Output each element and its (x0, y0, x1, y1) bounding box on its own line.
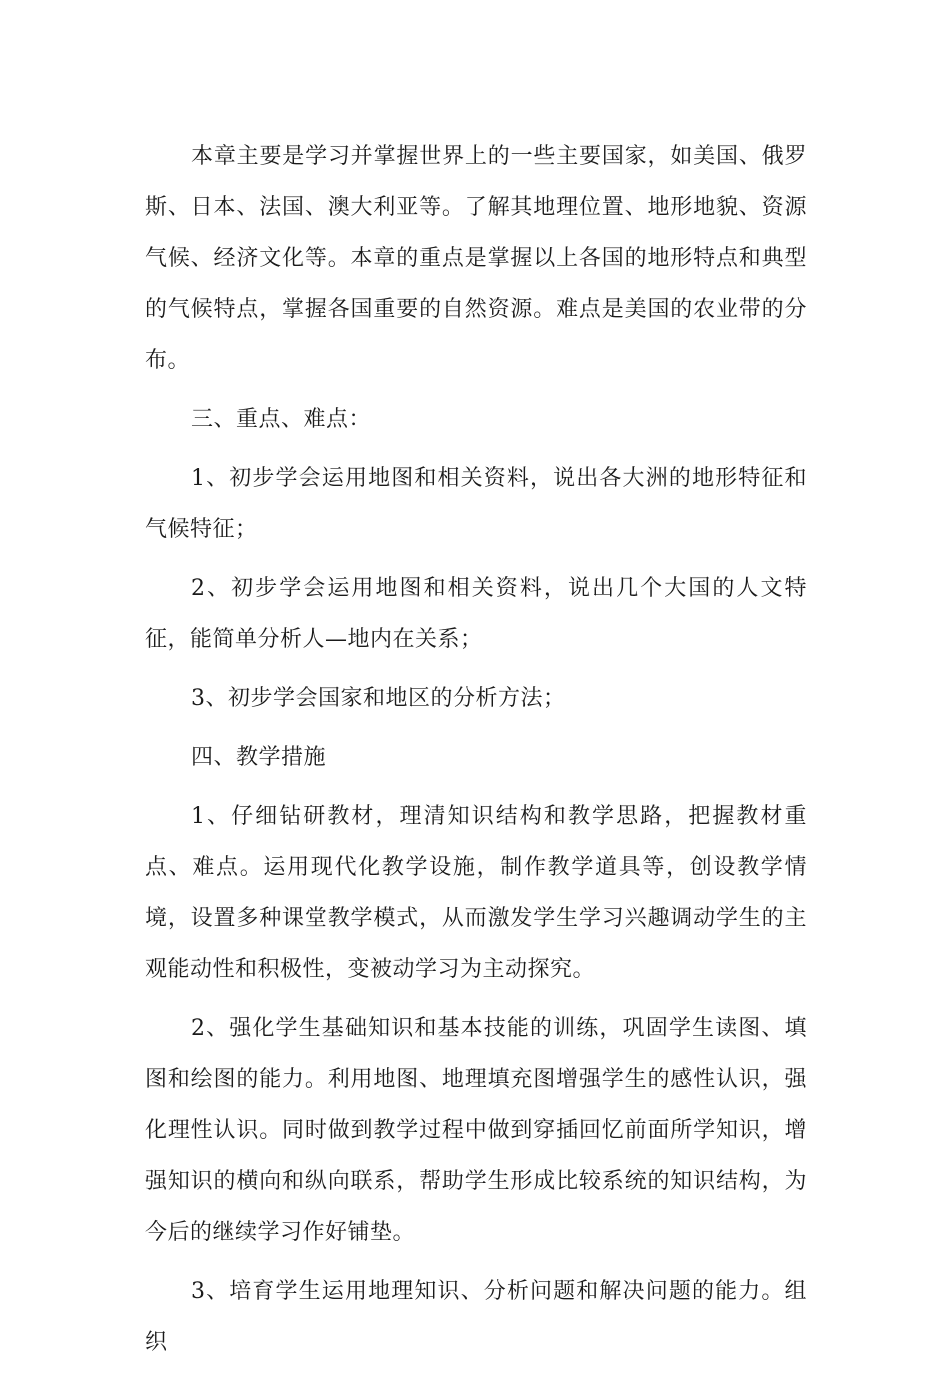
document-body (145, 131, 807, 1376)
paragraph-measure-3: 3、培育学生运用地理知识、分析问题和解决问题的能力。组织 (145, 1279, 807, 1355)
heading-key-points: 三、重点、难点： (191, 407, 372, 432)
paragraph-point-3: 3、初步学会国家和地区的分析方法； (191, 686, 566, 711)
paragraph-measure-2: 2、强化学生基础知识和基本技能的训练，巩固学生读图、填图和绘图的能力。利用地图、地理填充图增强学生的感性认识，强化理性认识。同时做到教学过程中做到穿插回忆前面所学知识，增强知识的横向和纵向联系，帮助学生形成比较系统的知识结构，为今后的继续学习作好铺垫。 (145, 1016, 807, 1245)
paragraph-point-2: 2、初步学会运用地图和相关资料，说出几个大国的人文特征，能简单分析人—地内在关系； (145, 576, 807, 652)
paragraph-chapter-overview: 本章主要是学习并掌握世界上的一些主要国家，如美国、俄罗斯、日本、法国、澳大利亚等。了解其地理位置、地形地貌、资源气候、经济文化等。本章的重点是掌握以上各国的地形特点和典型的气候特点，掌握各国重要的自然资源。难点是美国的农业带的分布。 (145, 144, 807, 373)
paragraph-measure-1: 1、仔细钻研教材，理清知识结构和教学思路，把握教材重点、难点。运用现代化教学设施，制作教学道具等，创设教学情境，设置多种课堂教学模式，从而激发学生学习兴趣调动学生的主观能动性和积极性，变被动学习为主动探究。 (145, 804, 807, 982)
paragraph-point-1: 1、初步学会运用地图和相关资料，说出各大洲的地形特征和气候特征； (145, 466, 807, 542)
heading-teaching-measures: 四、教学措施 (191, 745, 327, 770)
